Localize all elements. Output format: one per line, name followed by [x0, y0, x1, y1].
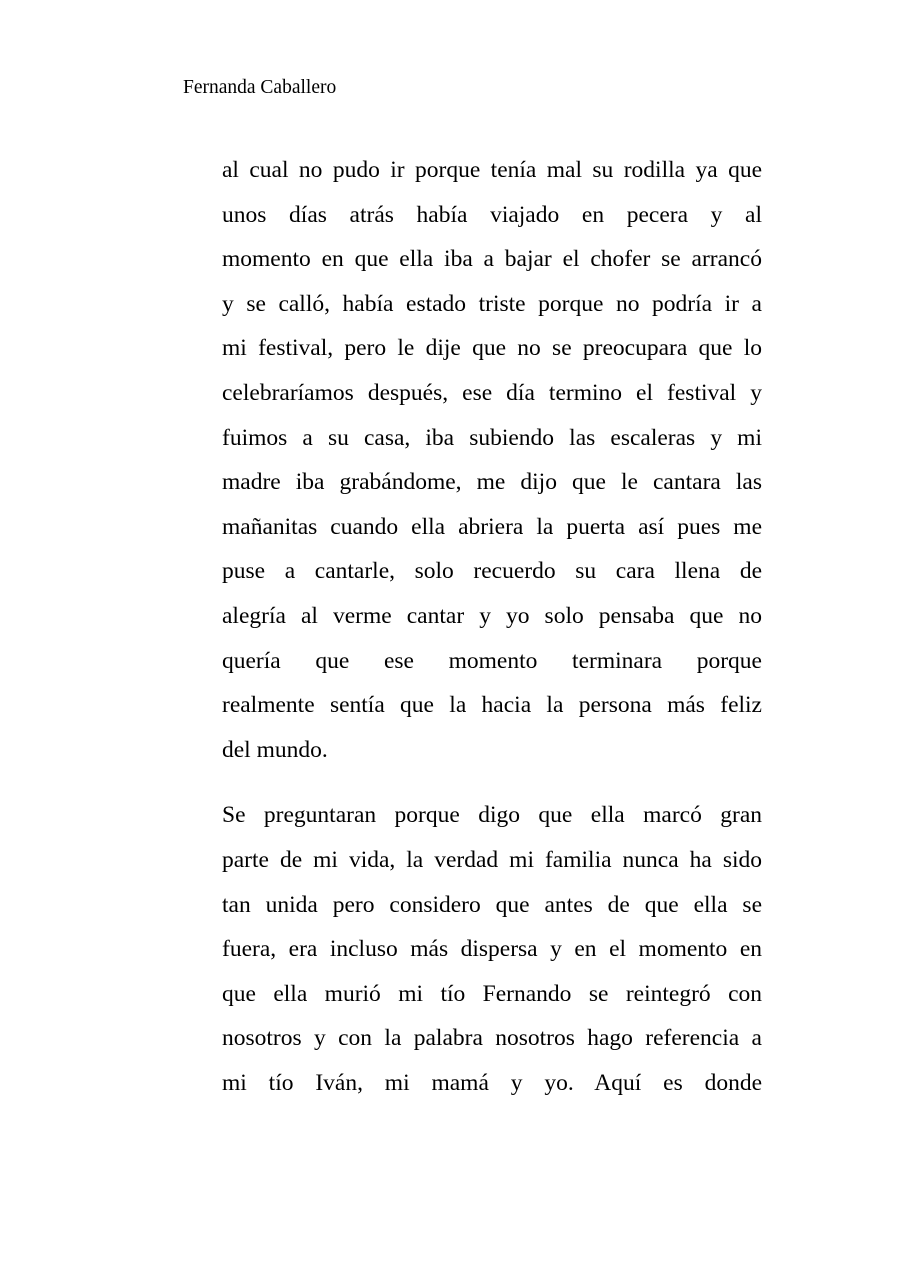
text-line: del mundo.	[222, 736, 328, 763]
text-line: tan unida pero considero que antes de que ella se	[222, 891, 762, 918]
text-line: y se calló, había estado triste porque no podría ir a	[222, 290, 762, 317]
text-line: fuimos a su casa, iba subiendo las escaleras y mi	[222, 424, 762, 451]
text-line: momento en que ella iba a bajar el chofer se arrancó	[222, 246, 762, 273]
text-line: puse a cantarle, solo recuerdo su cara llena de	[222, 558, 762, 585]
text-line: unos días atrás había viajado en pecera y al	[222, 201, 762, 228]
text-line: mi tío Iván, mi mamá y yo. Aquí es donde	[222, 1069, 762, 1096]
paragraph-spacing	[222, 772, 762, 793]
text-line: quería que ese momento terminara porque	[222, 647, 762, 674]
text-line: parte de mi vida, la verdad mi familia nunca ha sido	[222, 846, 762, 873]
body-text	[222, 148, 762, 1105]
paragraph	[222, 148, 762, 772]
text-line: nosotros y con la palabra nosotros hago referencia a	[222, 1025, 762, 1052]
text-line: celebraríamos después, ese día termino el festival y	[222, 379, 762, 406]
text-line: mañanitas cuando ella abriera la puerta así pues me	[222, 513, 762, 540]
text-line: realmente sentía que la hacia la persona más feliz	[222, 692, 762, 719]
text-line: Se preguntaran porque digo que ella marcó gran	[222, 802, 762, 829]
text-line: alegría al verme cantar y yo solo pensaba que no	[222, 602, 762, 629]
text-line: mi festival, pero le dije que no se preocupara que lo	[222, 335, 762, 362]
text-line: que ella murió mi tío Fernando se reintegró con	[222, 980, 762, 1007]
paragraph	[222, 793, 762, 1105]
text-line: madre iba grabándome, me dijo que le cantara las	[222, 469, 762, 496]
text-line: fuera, era incluso más dispersa y en el momento en	[222, 936, 762, 963]
page-header-author: Fernanda Caballero	[183, 77, 337, 98]
text-line: al cual no pudo ir porque tenía mal su rodilla ya que	[222, 157, 762, 183]
